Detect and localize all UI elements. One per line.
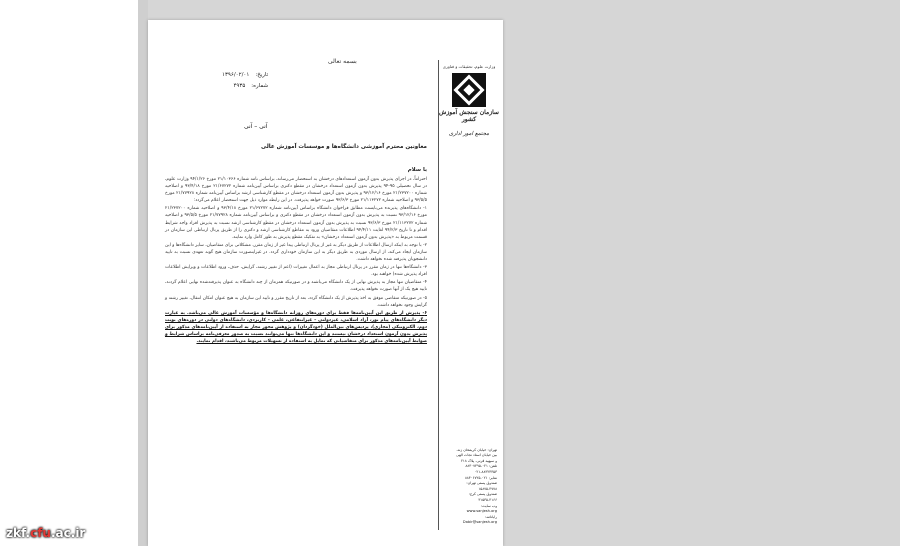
number-label: شماره: <box>251 83 269 89</box>
watermark-prefix: zkf. <box>6 526 31 540</box>
page-gap <box>138 0 148 546</box>
contact-line: تلفن: ۰۲۱-۸۸۳۰۷۳۹۵ <box>465 464 497 469</box>
paragraph: ۴- متقاضیان تنها مجاز به پذیرش نهایی از یک دانشگاه می‌باشند و در صورتیکه همزمان از چند دانشگاه به عنوان پذیرفته‌شده نهایی اعلام گردند، تایید هیچ یک از آنها صورت نخواهد پذیرفت. <box>165 280 427 293</box>
date-value: ۱۳۹۶/۰۲/۰۱ <box>222 72 250 78</box>
contact-line: www.sanjesh.org <box>466 509 497 514</box>
contact-line: ۱۵۸۷۵-۴۷۷۸ <box>478 486 497 491</box>
site-watermark <box>6 526 85 540</box>
contact-line: صندوق پستی تهران: <box>466 481 497 486</box>
urgency-note: آنی – آنی <box>244 123 268 130</box>
left-margin <box>0 0 138 546</box>
letter-paragraphs <box>165 176 427 346</box>
watermark-brand: cfu <box>30 526 51 540</box>
number-value: ۴۹۳۵ <box>233 83 246 89</box>
contact-info <box>441 448 497 526</box>
org-name: سازمان سنجش آموزش کشور <box>439 109 499 123</box>
ministry-name: وزارت علوم، تحقیقات و فناوری <box>442 64 496 69</box>
contact-line: وب سایت: <box>480 503 497 508</box>
contact-line: تهران: خیابان کریمخان زند، <box>456 447 497 452</box>
paragraph: ۱- دانشگاه‌های پذیرنده می‌بایست مطابق فراخوان دانشگاه براساس آیین‌نامه شماره ۲۱/۶۷۲۷۲ مورخ ۹۳/۴/۱۸ و اصلاحیه شماره ۲۱/۲۳۷۲۰۰ مورخ ۹۳/۱۲/۱۶ نسبت به پذیرش بدون آزمون استعداد درخشان در مقطع دکتری و براساس آیین‌نامه شماره ۲۱/۷۷۹۲۸ مورخ ۹۳/۵/۵ و اصلاحیه شماره ۲۱/۱۱۳۲۷۲ مورخ ۹۳/۶/۳ نسبت به پذیرش بدون آزمون استعداد درخشان در مقطع کارشناسی ارشد نسبت به پذیرش افراد واجد شرایط اقدام و تا تاریخ ۹۴/۲/۳ لغایت ۹۴/۴/۱۱ اطلاعات متقاضیان ورود به مقاطع کارشناسی ارشد و دکتری را از طریق پرتال ارتباطی این سازمان در قسمت مربوط به «پذیرش بدون آزمون استعداد درخشان» به تفکیک مقطع پذیرش به طور کامل وارد نمایند. <box>165 206 428 240</box>
paragraph: احتراماً، در اجرای پذیرش بدون آزمون استعدادهای درخشان به استحضار می‌رساند، براساس نامه شماره ۲۱/۱۰۳۶۶ مورخ ۹۴/۱/۲۶ وزارت علوم، در سال تحصیلی ۹۵-۹۴ پذیرش بدون آزمون استعداد درخشان در مقطع دکتری براساس آیین‌نامه شماره ۲۱/۶۷۲۷۲ مورخ ۹۳/۴/۱۸ و اصلاحیه شماره ۲۱/۲۳۷۲۰۰ مورخ ۹۳/۱۲/۱۶ و پذیرش بدون آزمون استعداد درخشان در مقطع کارشناسی ارشد براساس آیین‌نامه شماره ۲۱/۷۷۹۲۸ مورخ ۹۳/۵/۵ و اصلاحیه شماره ۲۱/۱۱۳۲۷۲ مورخ ۹۳/۶/۳ صورت خواهد پذیرفت. در این رابطه موارد ذیل جهت استحضار اعلام می‌گردد: <box>165 177 427 204</box>
letterhead-sidebar <box>438 60 499 530</box>
contact-line: بین خیابان استاد نجات الهی <box>456 453 497 458</box>
sanjesh-logo-icon <box>452 73 486 107</box>
watermark-suffix: .ac.ir <box>50 526 86 540</box>
contact-line: Dabir@sanjesh.org <box>462 520 497 525</box>
paragraph: ۵- در صورتیکه متقاضی موفق به اخذ پذیرش از یک دانشگاه گردد، بعد از تاریخ مقرر و تایید این سازمان به هیچ عنوان امکان انتقال، تغییر رشته و گرایش وجود نخواهد داشت. <box>165 295 427 308</box>
contact-line: نمابر: ۰۲۱-۸۸۳۰۶۷۲۵ <box>464 475 497 480</box>
contact-line: رایانامه: <box>485 514 497 519</box>
date-label: تاریخ: <box>255 72 269 78</box>
bold-paragraph <box>165 310 427 345</box>
bold-paragraph-text: ۶- پذیرش از طریق این آیین‌نامه‌ها فقط برای دوره‌های روزانه دانشگاه‌ها و مؤسسات آموزش عالی می‌باشد. به عبارت دیگر دانشگاه‌های پیام نور، آزاد اسلامی، غیردولتی – غیرانتفاعی، علمی – کاربردی، دانشگاه‌های دولتی در دوره‌های نوبت دوم، الکترونیکی (مجازی)، پردیس‌های بین‌الملل (خودگردان) و پژوهش محور مجاز به استفاده از آیین‌نامه‌های مذکور برای پذیرش بدون آزمون استعداد درخشان نیستند و این دانشگاه‌ها تنها می‌توانند نسبت به صدور معرفی‌نامه براساس شرایط و ضوابط آیین‌نامه‌های مذکور برای متقاضیانی که تمایل به استفاده از تسهیلات مربوط می‌باشند، اقدام نمایند. <box>165 310 427 345</box>
letter-meta <box>222 70 268 92</box>
contact-line: ۳۱۵۳۵-۴۱۶۶ <box>478 498 497 503</box>
bismillah-heading: بسمه تعالی <box>328 58 357 65</box>
paragraph: ۲- با توجه به اینکه ارسال اطلاعات از طریق دیگر به غیر از پرتال ارتباطی پیدا غیر از زمان مقرر، مشکلاتی برای متقاضیان، سایر دانشگاه‌ها و این سازمان ایجاد می‌کند، از ارسال موردی به طریق دیگر به این سازمان خودداری گردد. در غیراینصورت سازمان هیچ گونه تعهدی نسبت به تایید دانشجویان پذیرفته شده نخواهد داشت. <box>165 242 427 263</box>
letter-body <box>158 20 427 546</box>
salutation: با سلام <box>407 167 427 173</box>
letter-sheet <box>148 20 503 546</box>
org-department: مجتمع امور اداری <box>448 131 490 137</box>
paragraph: ۳- دانشگاه‌ها تنها در زمان مقرر در پرتال ارتباطی مجاز به اعمال تغییرات (اعم از تغییر رشته، گرایش، حذف، ورود اطلاعات و ویرایش اطلاعات افراد پذیرش شده) خواهند بود. <box>165 265 427 278</box>
contact-line: ۰۲۱-۸۸۳۲۳۳۵۳ <box>474 470 497 475</box>
contact-line: و سپهبد قرنی، پلاک ۲۱۸ <box>460 458 497 463</box>
addressee: معاونین محترم آموزشی دانشگاه‌ها و موسسات آموزش عالی <box>261 144 427 150</box>
contact-line: صندوق پستی کرج: <box>468 492 497 497</box>
